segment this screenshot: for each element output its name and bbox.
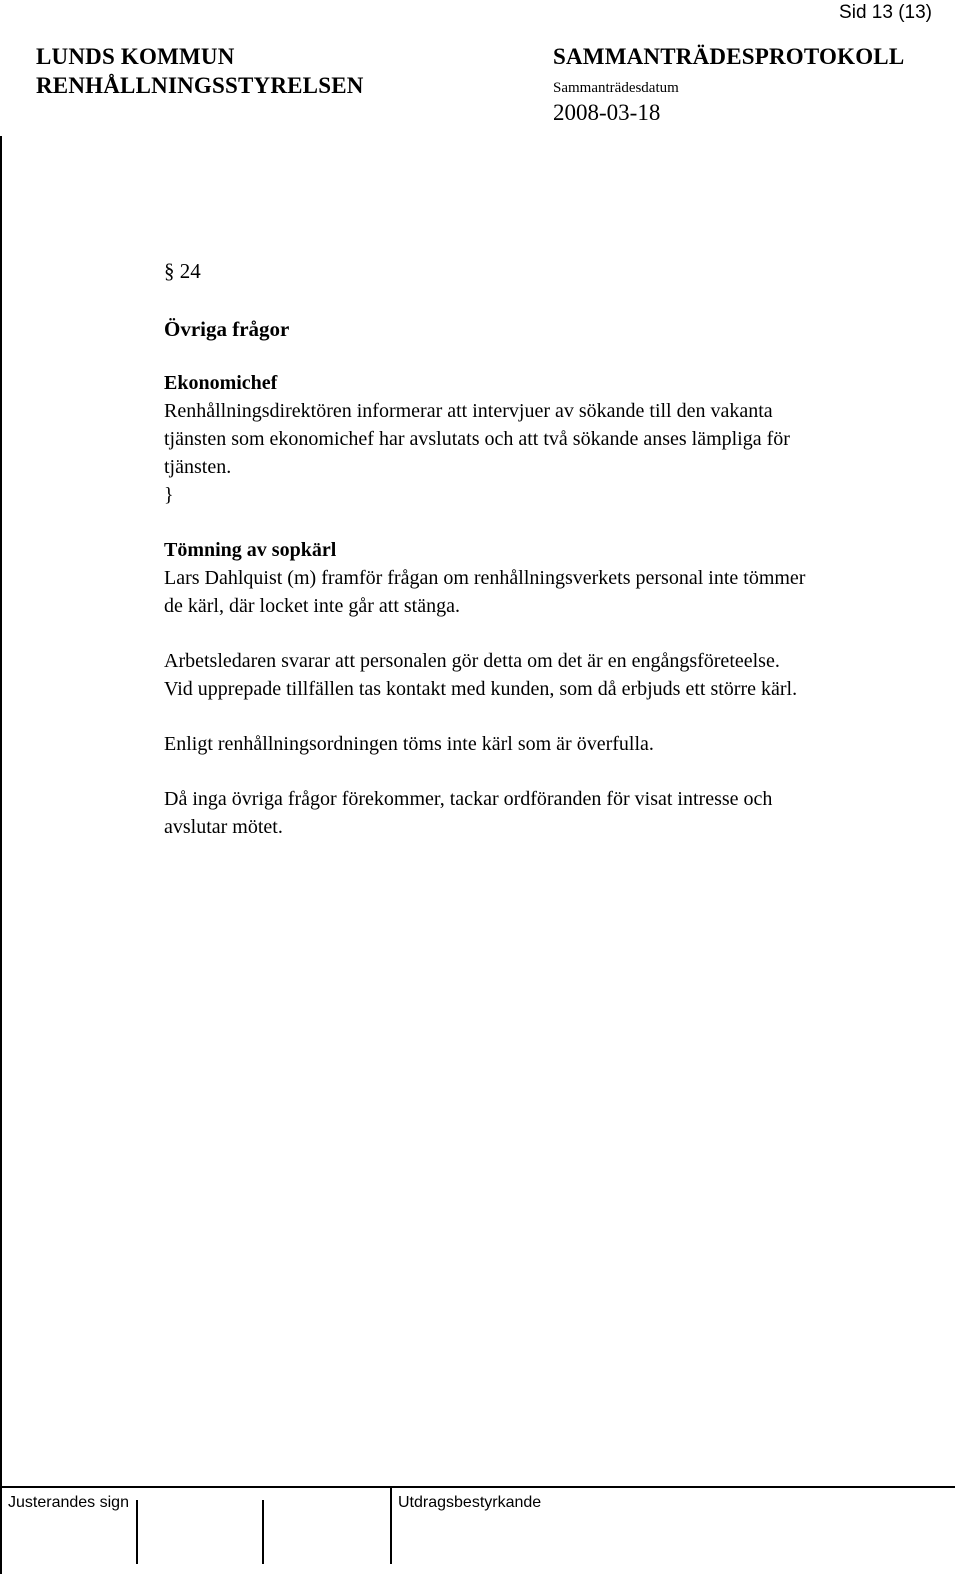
footer-rule: [0, 1486, 955, 1488]
paragraph: [164, 785, 944, 841]
meeting-date: 2008-03-18: [553, 100, 661, 125]
item-text-line: tjänsten som ekonomichef har avslutats och att två sökande anses lämpliga för: [164, 428, 790, 450]
organization-name: LUNDS KOMMUN: [36, 44, 235, 69]
section-title: Övriga frågor: [164, 317, 290, 341]
item-text-line: de kärl, där locket inte går att stänga.: [164, 595, 460, 617]
item-text-line: Renhållningsdirektören informerar att intervjuer av sökande till den vakanta: [164, 400, 773, 422]
paragraph: [164, 647, 944, 703]
paragraph-line: Enligt renhållningsordningen töms inte kärl som är överfulla.: [164, 733, 654, 755]
extract-certifier-label: Utdragsbestyrkande: [398, 1494, 542, 1511]
meeting-date-label: Sammanträdesdatum: [553, 80, 679, 96]
item-heading: Tömning av sopkärl: [164, 539, 337, 561]
paragraph-line: avslutar mötet.: [164, 816, 283, 838]
item-text-line: tjänsten.: [164, 456, 232, 478]
board-name: RENHÅLLNINGSSTYRELSEN: [36, 73, 364, 98]
item-sopkarl: [164, 536, 944, 620]
item-heading: Ekonomichef: [164, 372, 278, 394]
paragraph-line: Arbetsledaren svarar att personalen gör detta om det är en engångsföreteelse.: [164, 650, 780, 672]
document-type: SAMMANTRÄDESPROTOKOLL: [553, 44, 905, 69]
signature-box-divider: [262, 1500, 264, 1564]
left-margin-rule: [0, 136, 2, 1574]
signature-box-divider: [136, 1500, 138, 1564]
protocol-body: [164, 257, 944, 841]
adjusters-sign-label: Justerandes sign: [8, 1494, 129, 1511]
paragraph-line: Då inga övriga frågor förekommer, tackar ordföranden för visat intresse och: [164, 788, 773, 810]
signature-box-divider: [390, 1488, 392, 1564]
page-number: Sid 13 (13): [839, 2, 932, 23]
item-text-line: Lars Dahlquist (m) framför frågan om renhållningsverkets personal inte tömmer: [164, 567, 806, 589]
paragraph-number: § 24: [164, 259, 201, 283]
item-ekonomichef: Ekonomichef Renhållningsdirektören informerar att intervjuer av sökande till den vakanta tjänsten som ekonomichef har avslutats och att två sökande anses lämpliga för tjänsten. }: [164, 369, 944, 509]
paragraph: [164, 730, 944, 758]
paragraph-line: Vid upprepade tillfällen tas kontakt med kunden, som då erbjuds ett större kärl.: [164, 678, 798, 700]
